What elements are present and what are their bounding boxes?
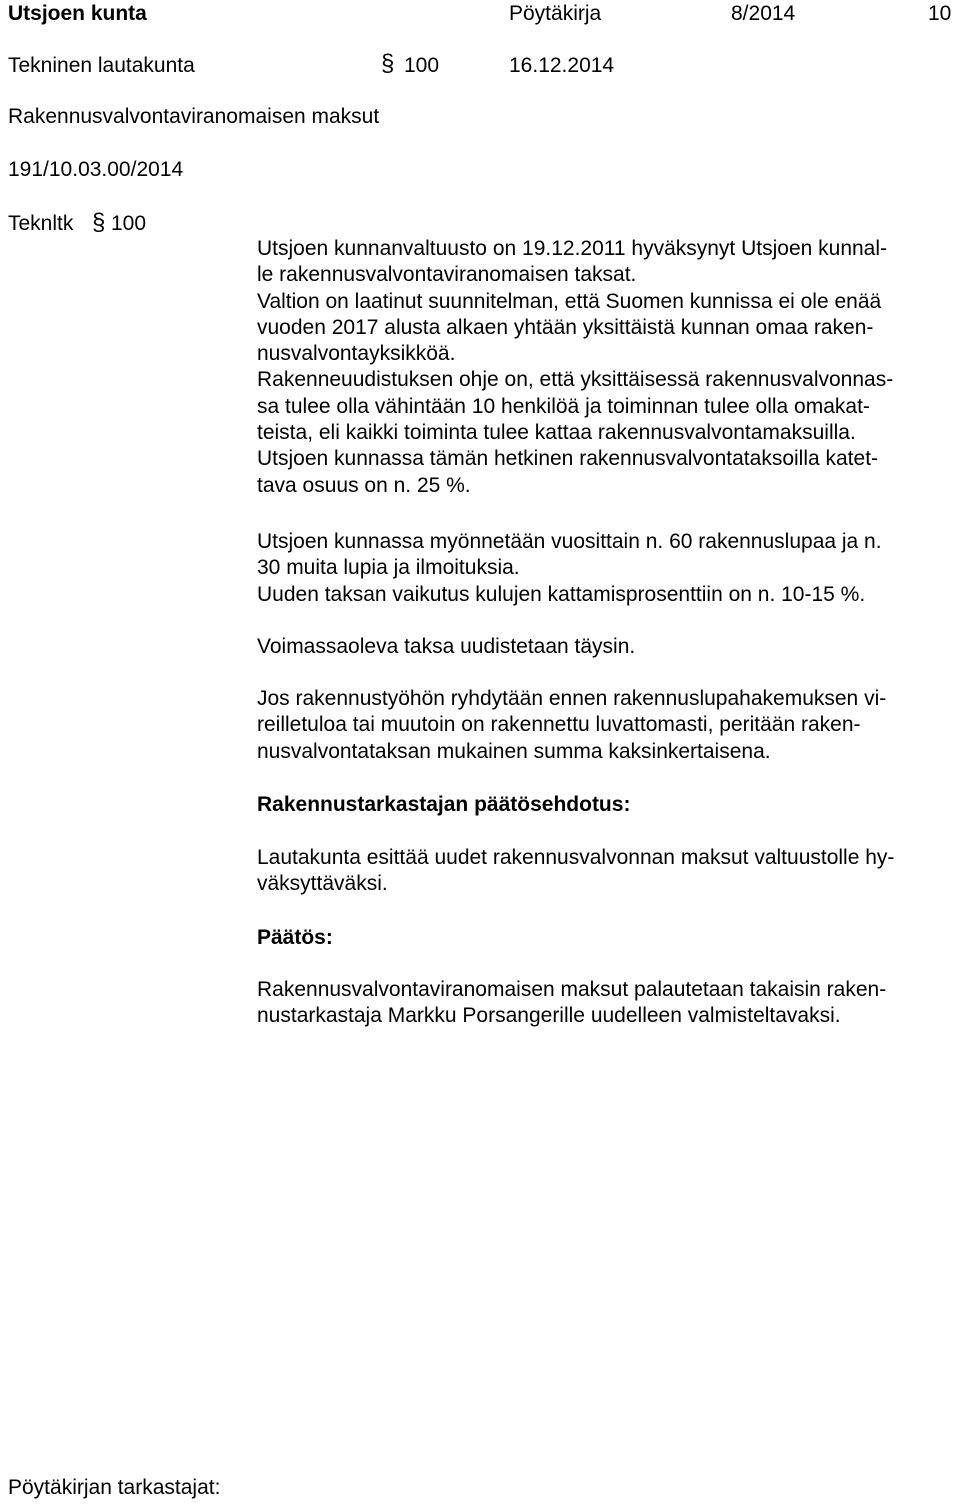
text-line: Utsjoen kunnassa myönnetään vuosittain n. 60 rakennuslupaa ja n. [257, 530, 882, 553]
document-number: 8/2014 [731, 2, 796, 25]
text-line: nusvalvontataksan mukainen summa kaksinkertaisena. [257, 739, 771, 763]
section-number: 100 [404, 54, 440, 77]
text-line: Jos rakennustyöhön ryhdytään ennen rakennuslupahakemuksen vi- [257, 687, 887, 710]
text-line: Voimassaoleva taksa uudistetaan täysin. [257, 635, 636, 658]
proposal-heading: Rakennustarkastajan päätösehdotus: [257, 793, 631, 816]
text-line: Utsjoen kunnassa tämän hetkinen rakennusvalvontataksoilla katet- [257, 447, 879, 471]
paragraph-permits [257, 529, 957, 608]
text-line: vuoden 2017 alusta alkaen yhtään yksittäistä kunnan omaa raken- [257, 315, 874, 339]
section-sign: § [381, 50, 395, 77]
text-line: Utsjoen kunnanvaltuusto on 19.12.2011 hyväksynyt Utsjoen kunnal- [257, 237, 888, 260]
text-line: reilletuloa tai muutoin on rakennettu luvattomasti, peritään raken- [257, 713, 861, 737]
text-line: tava osuus on n. 25 %. [257, 473, 471, 497]
municipality-name: Utsjoen kunta [8, 2, 147, 25]
text-line: 30 muita lupia ja ilmoituksia. [257, 556, 520, 580]
text-line: teista, eli kaikki toiminta tulee kattaa rakennusvalvontamaksuilla. [257, 421, 856, 445]
text-line: Rakenneuudistuksen ohje on, että yksittäisessä rakennusvalvonnas- [257, 368, 894, 392]
text-line: nustarkastaja Markku Porsangerille uudelleen valmisteltavaksi. [257, 1004, 841, 1028]
meeting-date: 16.12.2014 [509, 54, 615, 77]
text-line: Valtion on laatinut suunnitelman, että Suomen kunnissa ei ole enää [257, 289, 882, 313]
reference-section-number: 100 [111, 212, 147, 235]
matter-title: Rakennusvalvontaviranomaisen maksut [8, 105, 380, 128]
record-id: 191/10.03.00/2014 [8, 158, 184, 181]
reference-board: Teknltk [8, 212, 74, 235]
paragraph-renewal [257, 634, 957, 660]
paragraph-background [257, 236, 957, 499]
document-type: Pöytäkirja [509, 2, 602, 25]
text-line: Lautakunta esittää uudet rakennusvalvonnan maksut valtuustolle hy- [257, 846, 895, 869]
paragraph-penalty [257, 686, 957, 765]
decision-heading: Päätös: [257, 926, 333, 949]
text-line: Rakennusvalvontaviranomaisen maksut palautetaan takaisin raken- [257, 978, 887, 1001]
text-line: le rakennusvalvontaviranomaisen taksat. [257, 263, 637, 287]
board-name: Tekninen lautakunta [8, 54, 195, 77]
text-line: nusvalvontayksikköä. [257, 342, 456, 366]
reference-section-sign: § [92, 209, 106, 236]
page-number: 10 [928, 2, 952, 25]
decision-text [257, 977, 957, 1030]
reviewers-label: Pöytäkirjan tarkastajat: [8, 1476, 221, 1499]
proposal-text [257, 845, 957, 898]
text-line: Uuden taksan vaikutus kulujen kattamisprosenttiin on n. 10-15 %. [257, 582, 866, 606]
text-line: sa tulee olla vähintään 10 henkilöä ja toiminnan tulee olla omakat- [257, 394, 870, 418]
text-line: väksyttäväksi. [257, 872, 388, 896]
